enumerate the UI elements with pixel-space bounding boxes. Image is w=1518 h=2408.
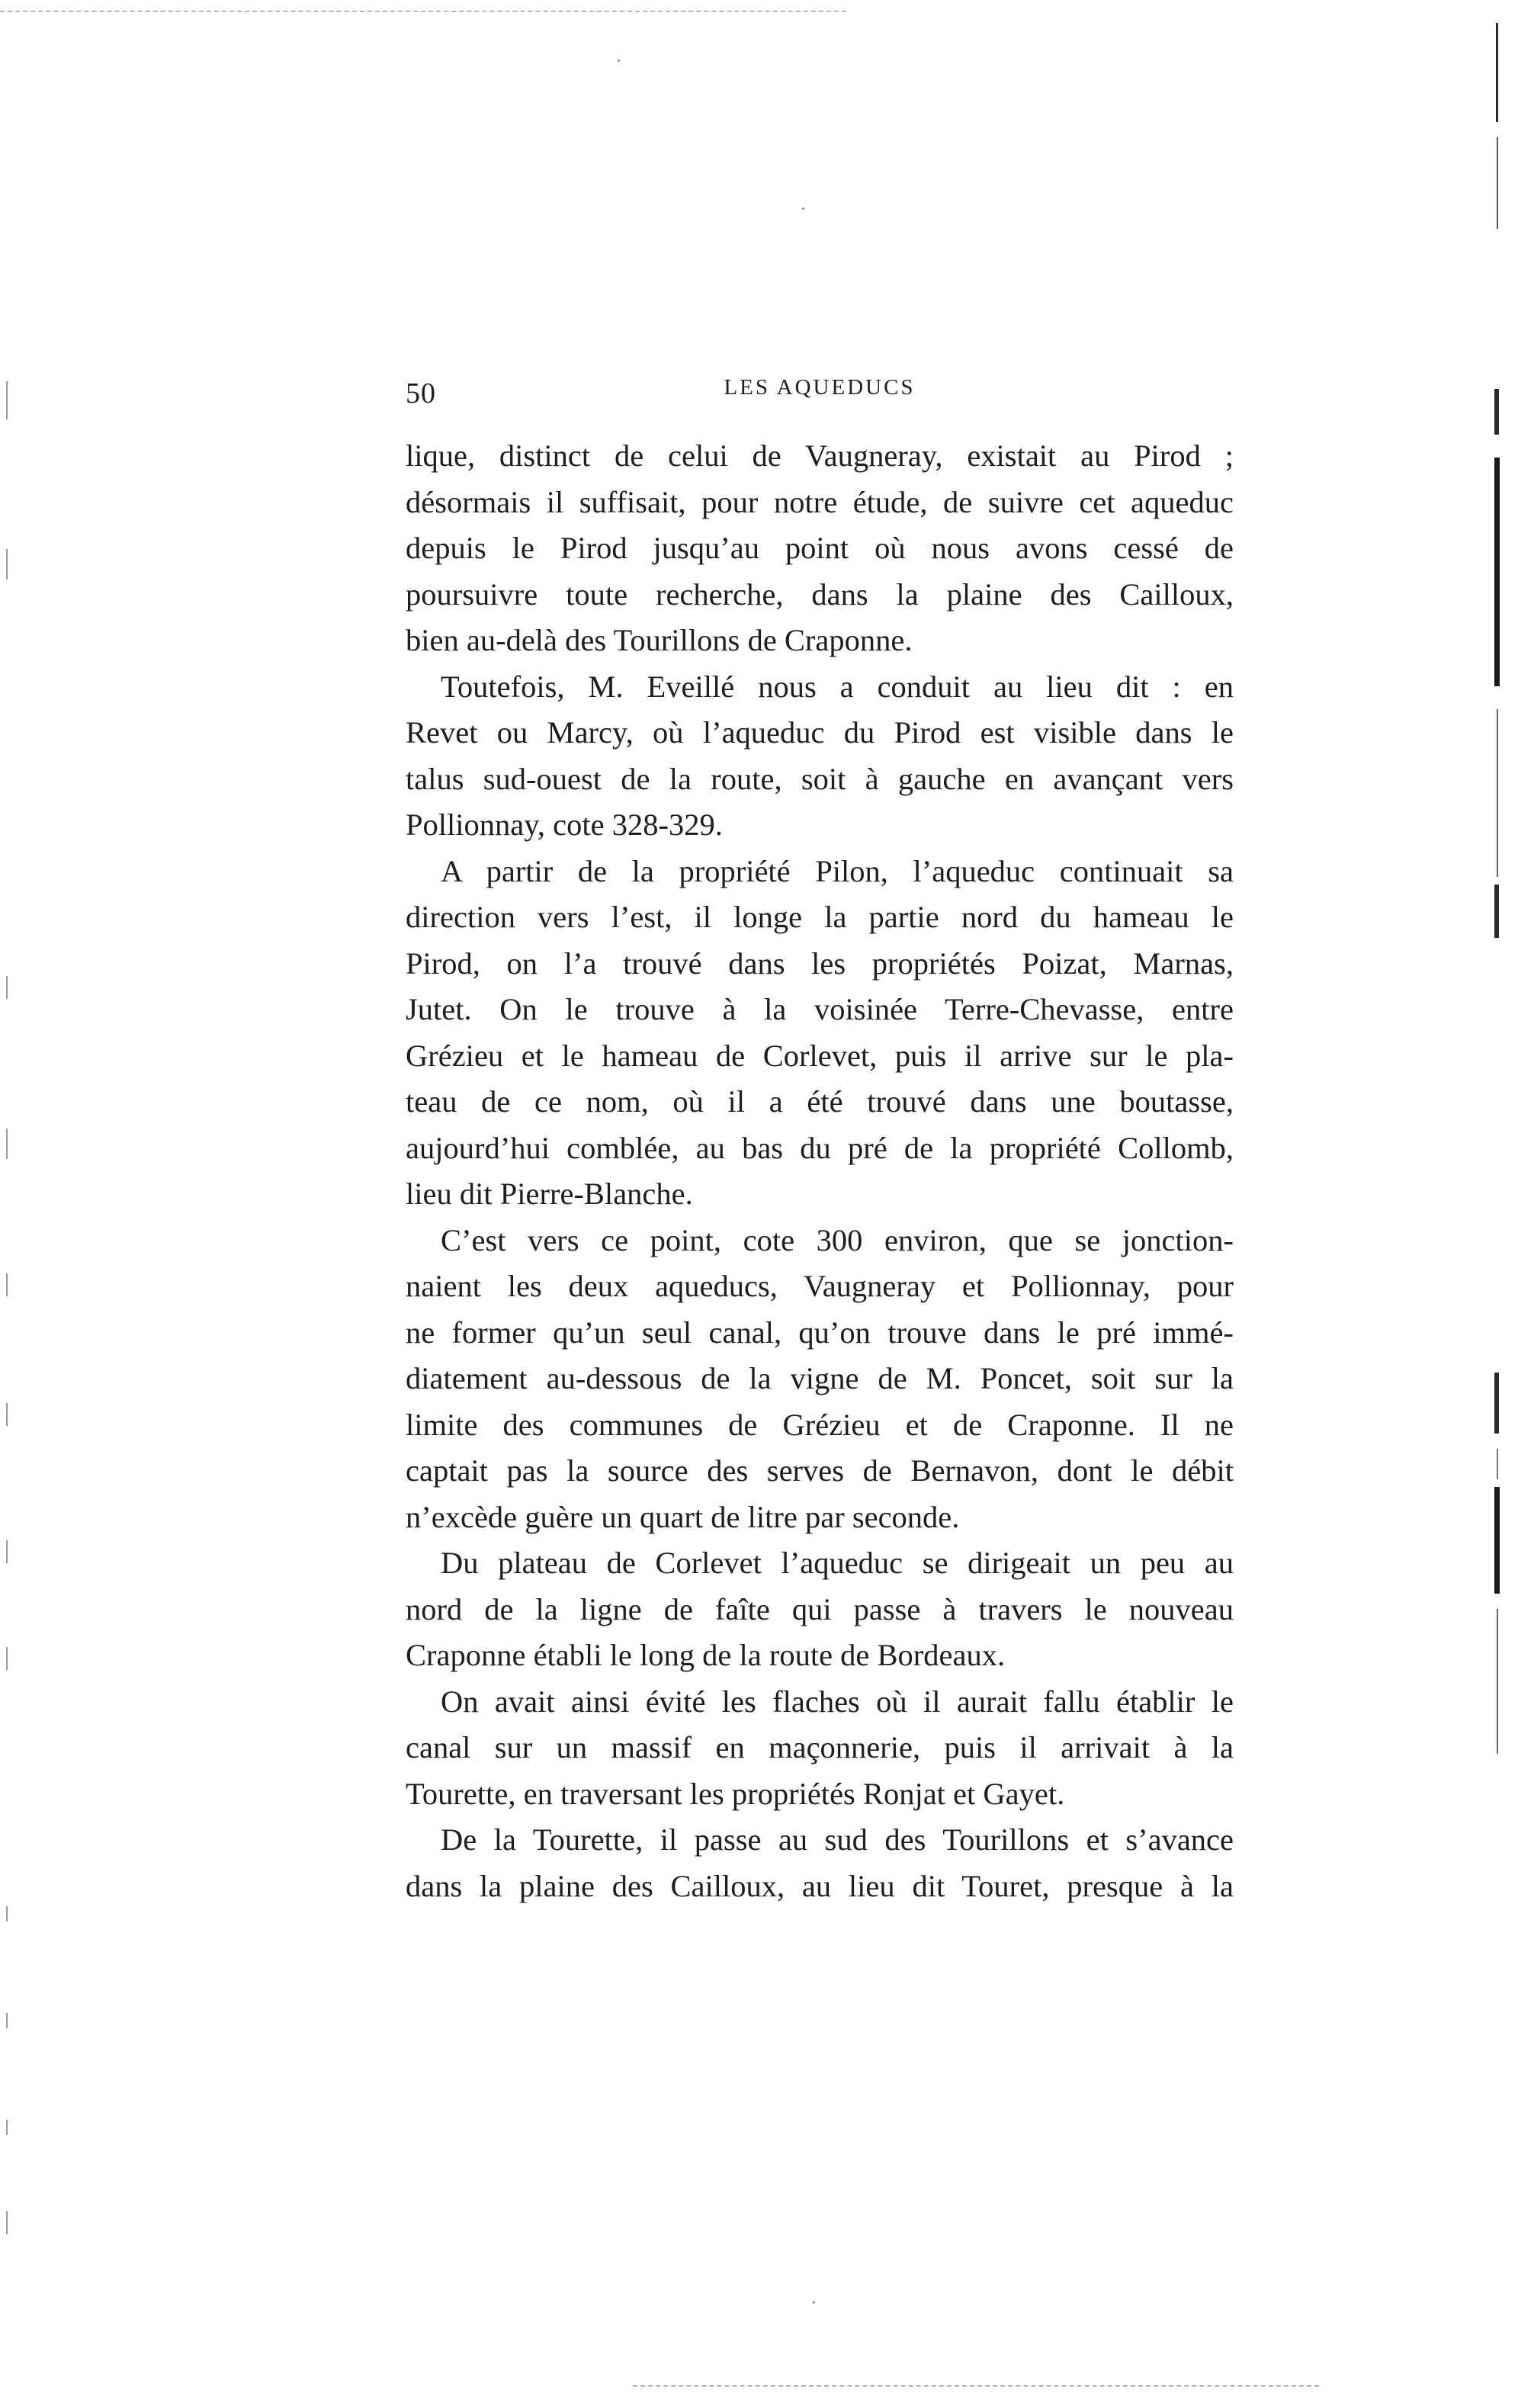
scan-top-rule <box>0 11 846 12</box>
text-line: dans la plaine des Cailloux, au lieu dit Touret, presque à la <box>406 1868 1234 1903</box>
margin-mark <box>6 2120 8 2135</box>
text-line: nord de la ligne de faîte qui passe à travers le nouveau <box>406 1591 1234 1626</box>
text-line: Toutefois, M. Eveillé nous a conduit au lieu dit : en <box>441 669 1234 704</box>
text-line: Pirod, on l’a trouvé dans les propriétés Poizat, Marnas, <box>406 946 1234 981</box>
edge-segment <box>1497 137 1498 229</box>
text-line: aujourd’hui comblée, au bas du pré de la propriété Collomb, <box>406 1130 1234 1165</box>
text-line: Craponne établi le long de la route de Bordeaux. <box>406 1638 1006 1672</box>
text-line: De la Tourette, il passe au sud des Tourillons et s’avance <box>441 1822 1234 1857</box>
text-line: canal sur un massif en maçonnerie, puis il arrivait à la <box>406 1730 1234 1764</box>
text-line: ne former qu’un seul canal, qu’on trouve dans le pré immé- <box>406 1315 1234 1350</box>
text-line: talus sud-ouest de la route, soit à gauche en avançant vers <box>406 761 1234 796</box>
text-line: captait pas la source des serves de Bernavon, dont le débit <box>406 1453 1234 1488</box>
text-line: A partir de la propriété Pilon, l’aqueduc continuait sa <box>441 853 1234 888</box>
text-line: n’excède guère un quart de litre par seconde. <box>406 1499 960 1534</box>
edge-segment <box>1494 885 1499 938</box>
edge-segment <box>1494 1373 1499 1434</box>
text-line: lique, distinct de celui de Vaugneray, existait au Pirod ; <box>406 438 1234 473</box>
edge-segment <box>1494 389 1499 435</box>
text-line: On avait ainsi évité les flaches où il aurait fallu établir le <box>441 1684 1234 1719</box>
margin-mark <box>6 2211 8 2234</box>
text-line: lieu dit Pierre-Blanche. <box>406 1177 693 1211</box>
edge-segment <box>1497 709 1498 877</box>
margin-mark <box>6 976 8 999</box>
text-line: diatement au-dessous de la vigne de M. Poncet, soit sur la <box>406 1361 1234 1395</box>
text-line: depuis le Pirod jusqu’au point où nous avons cessé de <box>406 531 1234 565</box>
page-number: 50 <box>406 377 436 409</box>
text-line: Jutet. On le trouve à la voisinée Terre-Chevasse, entre <box>406 992 1234 1026</box>
text-line: teau de ce nom, où il a été trouvé dans une boutasse, <box>406 1084 1234 1119</box>
running-head-title: LES AQUEDUCS <box>724 375 916 400</box>
body-text <box>406 433 1234 1909</box>
text-line: poursuivre toute recherche, dans la plaine des Cailloux, <box>406 576 1234 612</box>
text-line: Tourette, en traversant les propriétés Ronjat et Gayet. <box>406 1776 1065 1811</box>
text-line: C’est vers ce point, cote 300 environ, que se jonction- <box>441 1222 1234 1257</box>
text-line: Du plateau de Corlevet l’aqueduc se dirigeait un peu au <box>441 1546 1234 1580</box>
text-line: désormais il suffisait, pour notre étude, de suivre cet aqueduc <box>406 484 1234 519</box>
running-header <box>406 372 1234 418</box>
scan-bottom-rule <box>633 2385 1319 2387</box>
edge-segment <box>1496 23 1498 122</box>
text-line: Revet ou Marcy, où l’aqueduc du Pirod est visible dans le <box>406 715 1234 750</box>
margin-mark <box>6 1129 8 1159</box>
edge-segment <box>1494 1487 1500 1594</box>
margin-mark <box>6 2013 8 2028</box>
text-line: Grézieu et le hameau de Corlevet, puis il arrive sur le pla- <box>406 1038 1234 1073</box>
scan-speck <box>618 59 620 62</box>
scan-speck <box>802 207 804 210</box>
text-line: bien au-delà des Tourillons de Craponne. <box>406 623 913 657</box>
scan-left-margin-marks <box>6 351 11 2333</box>
text-line: direction vers l’est, il longe la partie nord du hameau le <box>406 900 1234 934</box>
margin-mark <box>6 381 8 419</box>
text-line: Pollionnay, cote 328-329. <box>406 807 723 842</box>
margin-mark <box>6 1403 8 1426</box>
margin-mark <box>6 1273 8 1296</box>
margin-mark <box>6 1647 8 1670</box>
margin-mark <box>6 1906 8 1922</box>
edge-segment <box>1494 458 1500 686</box>
scan-right-edge-lower <box>1494 1373 1499 1906</box>
edge-segment <box>1497 1449 1498 1479</box>
margin-mark <box>6 549 8 580</box>
text-line: naient les deux aqueducs, Vaugneray et Pollionnay, pour <box>406 1269 1234 1303</box>
text-line: limite des communes de Grézieu et de Craponne. Il ne <box>406 1407 1234 1442</box>
scan-right-edge <box>1494 23 1499 938</box>
edge-segment <box>1497 1609 1498 1754</box>
margin-mark <box>6 1540 8 1563</box>
scan-speck <box>813 2301 815 2304</box>
